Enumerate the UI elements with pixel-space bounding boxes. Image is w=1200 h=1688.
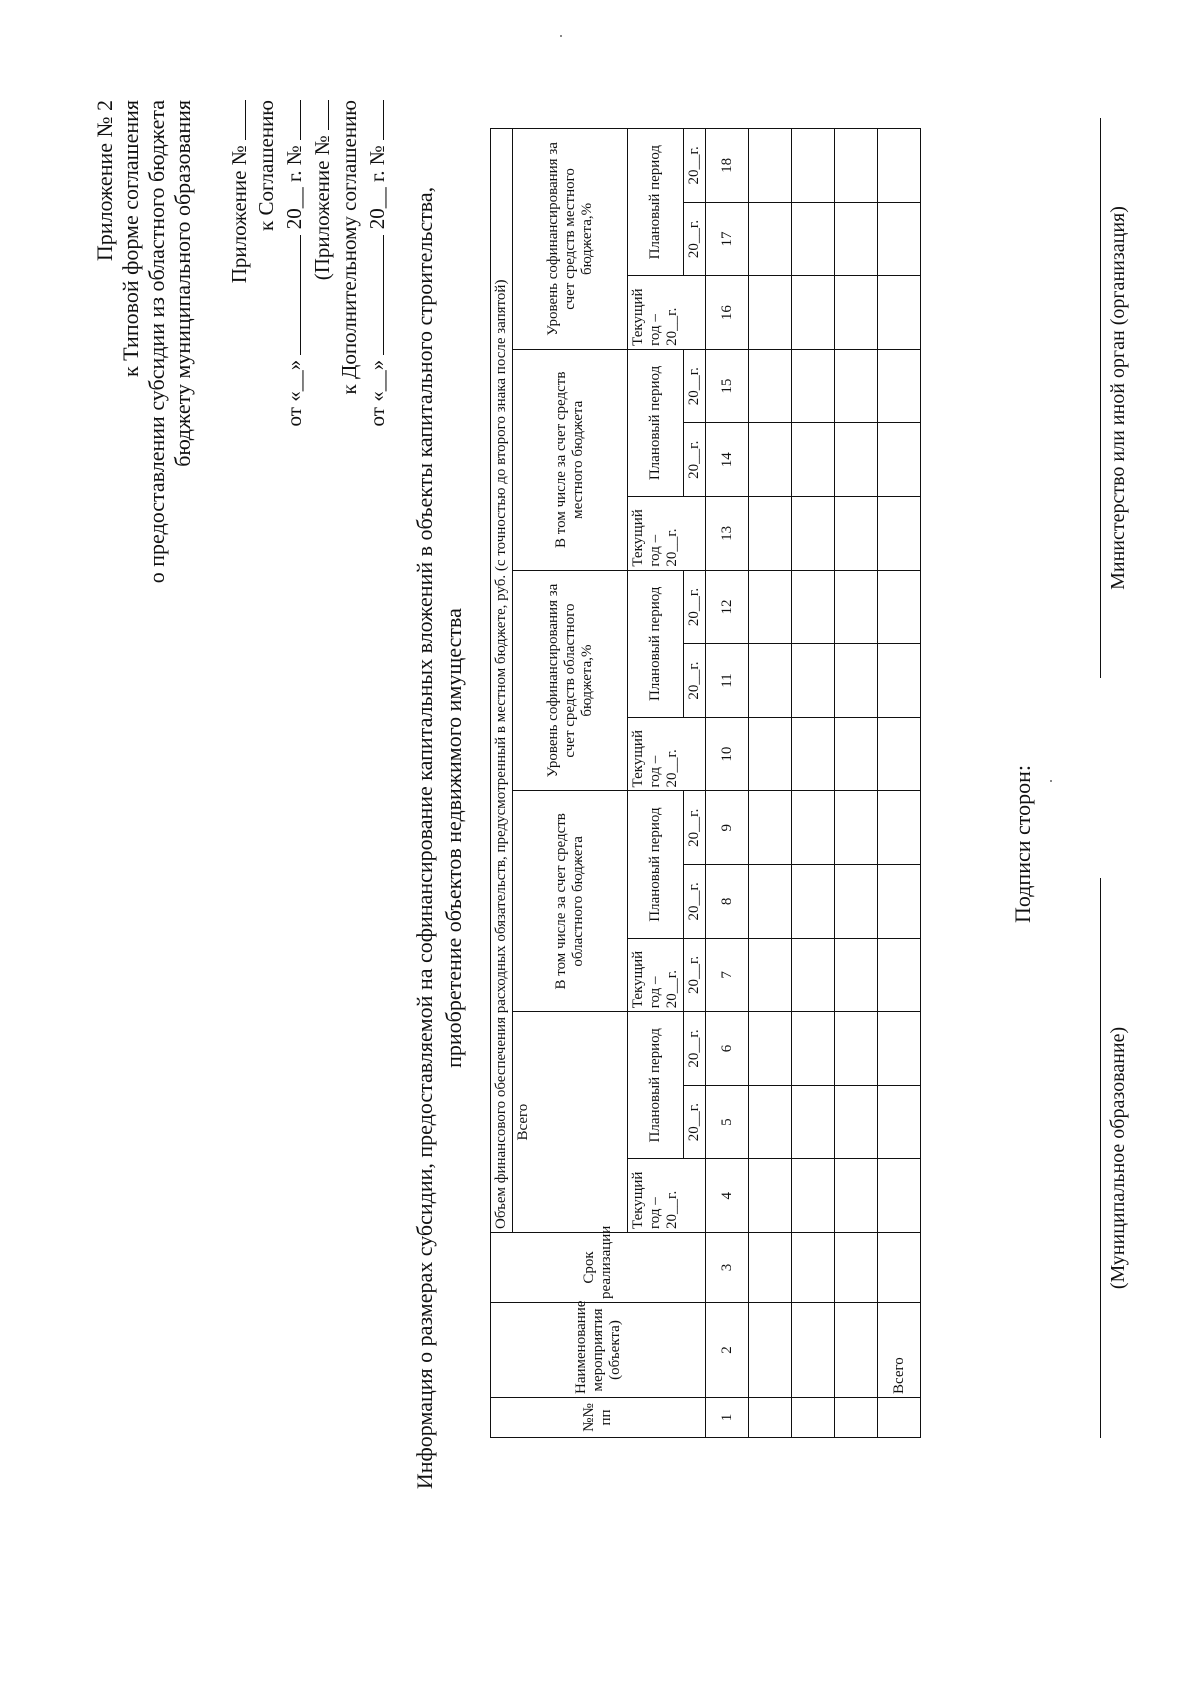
- column-number: 1: [706, 1398, 749, 1438]
- scan-speck: [560, 35, 562, 37]
- year-header: 20__г.: [684, 1085, 706, 1159]
- planned-period-header: Плановый период: [628, 791, 684, 938]
- current-year-header: Текущий год – 20__г.: [628, 1159, 706, 1233]
- current-year-header: Текущий год – 20__г.: [628, 717, 706, 791]
- column-number: 7: [706, 938, 749, 1012]
- column-number: 15: [706, 349, 749, 423]
- column-number: 5: [706, 1085, 749, 1159]
- header-line: бюджету муниципального образования: [170, 100, 195, 467]
- appendix-line: к Дополнительному соглашению: [337, 100, 361, 395]
- column-number: 2: [706, 1303, 749, 1398]
- col-num-header: №№ пп: [491, 1398, 706, 1438]
- group-header: Уровень софинансирования за счет средств областного бюджета,%: [513, 570, 628, 791]
- date-prefix: от «__»: [365, 359, 389, 427]
- column-number: 3: [706, 1233, 749, 1303]
- planned-period-header: Плановый период: [628, 349, 684, 496]
- year-header: 20__г.: [684, 865, 706, 939]
- group-header: Уровень софинансирования за счет средств местного бюджета,%: [513, 129, 628, 350]
- title-line: Информация о размерах субсидии, предоставляемой на софинансирование капитальных вложений в объекты капитального строительства,: [412, 186, 437, 1490]
- column-number: 8: [706, 865, 749, 939]
- table-row: [792, 129, 835, 1438]
- col-volume-header: Объем финансового обеспечения расходных обязательств, предусмотренный в местном бюджете, руб. (с точностью до второго знака после запятой): [491, 129, 513, 1233]
- planned-period-header: Плановый период: [628, 1012, 684, 1159]
- col-name-header: Наименование мероприятия (объекта): [491, 1303, 706, 1398]
- year-header: 20__г.: [684, 129, 706, 203]
- total-label: Всего: [878, 1303, 921, 1398]
- appendix-line: к Соглашению: [254, 100, 278, 231]
- column-number: 14: [706, 423, 749, 497]
- year-header: 20__г.: [684, 1012, 706, 1086]
- appendix-line: (Приложение №: [310, 135, 334, 281]
- table-row: [749, 129, 792, 1438]
- total-row: [878, 129, 921, 1438]
- year-header: 20__г.: [684, 644, 706, 718]
- column-number: 13: [706, 497, 749, 571]
- blank-field: [363, 100, 384, 140]
- column-number: 17: [706, 202, 749, 276]
- current-year-header: Текущий год – 20__г.: [628, 497, 706, 571]
- header-line: к Типовой форме соглашения: [118, 100, 143, 378]
- signature-municipality: (Муниципальное образование): [1100, 878, 1130, 1438]
- year-header: 20__г.: [684, 349, 706, 423]
- column-number: 6: [706, 1012, 749, 1086]
- date-prefix: от «__»: [282, 359, 306, 427]
- column-number: 9: [706, 791, 749, 865]
- group-header: Всего: [513, 1012, 628, 1233]
- year-header: 20__г.: [684, 423, 706, 497]
- column-number: 18: [706, 129, 749, 203]
- column-number: 12: [706, 570, 749, 644]
- planned-period-header: Плановый период: [628, 129, 684, 276]
- group-header: В том числе за счет средств местного бюджета: [513, 349, 628, 570]
- planned-period-header: Плановый период: [628, 570, 684, 717]
- signature-ministry: Министерство или иной орган (организация): [1100, 118, 1130, 678]
- document-header: [92, 100, 196, 660]
- year-header: 20__г.: [684, 938, 706, 1012]
- column-number: 10: [706, 717, 749, 791]
- year-header: 20__г.: [684, 202, 706, 276]
- signatures-title: Подписи сторон:: [1010, 765, 1035, 924]
- current-year-header: Текущий год – 20__г.: [628, 276, 706, 350]
- table-row: [835, 129, 878, 1438]
- header-line: о предоставлении субсидии из областного бюджета: [144, 100, 169, 584]
- scan-speck: [1050, 780, 1052, 782]
- appendix-line: Приложение №: [227, 145, 251, 284]
- column-number-row: [706, 129, 749, 1438]
- date-year: 20__ г. №: [282, 145, 306, 230]
- document-title: [410, 128, 468, 1548]
- group-header: В том числе за счет средств областного бюджета: [513, 791, 628, 1012]
- column-number: 4: [706, 1159, 749, 1233]
- blank-field: [225, 100, 246, 140]
- subsidy-table: [490, 128, 921, 1438]
- col-term-header: Срок реализации: [491, 1233, 706, 1303]
- column-number: 11: [706, 644, 749, 718]
- blank-field: [363, 235, 384, 355]
- blank-field: [280, 235, 301, 355]
- year-header: 20__г.: [684, 570, 706, 644]
- header-line: Приложение № 2: [92, 100, 117, 262]
- title-line: приобретение объектов недвижимого имущества: [441, 608, 466, 1068]
- blank-field: [308, 100, 329, 130]
- column-number: 16: [706, 276, 749, 350]
- year-header: 20__г.: [684, 791, 706, 865]
- appendix-block: [225, 100, 391, 560]
- blank-field: [280, 100, 301, 140]
- current-year-header: Текущий год – 20__г.: [628, 938, 684, 1012]
- date-year: 20__ г. №: [365, 145, 389, 230]
